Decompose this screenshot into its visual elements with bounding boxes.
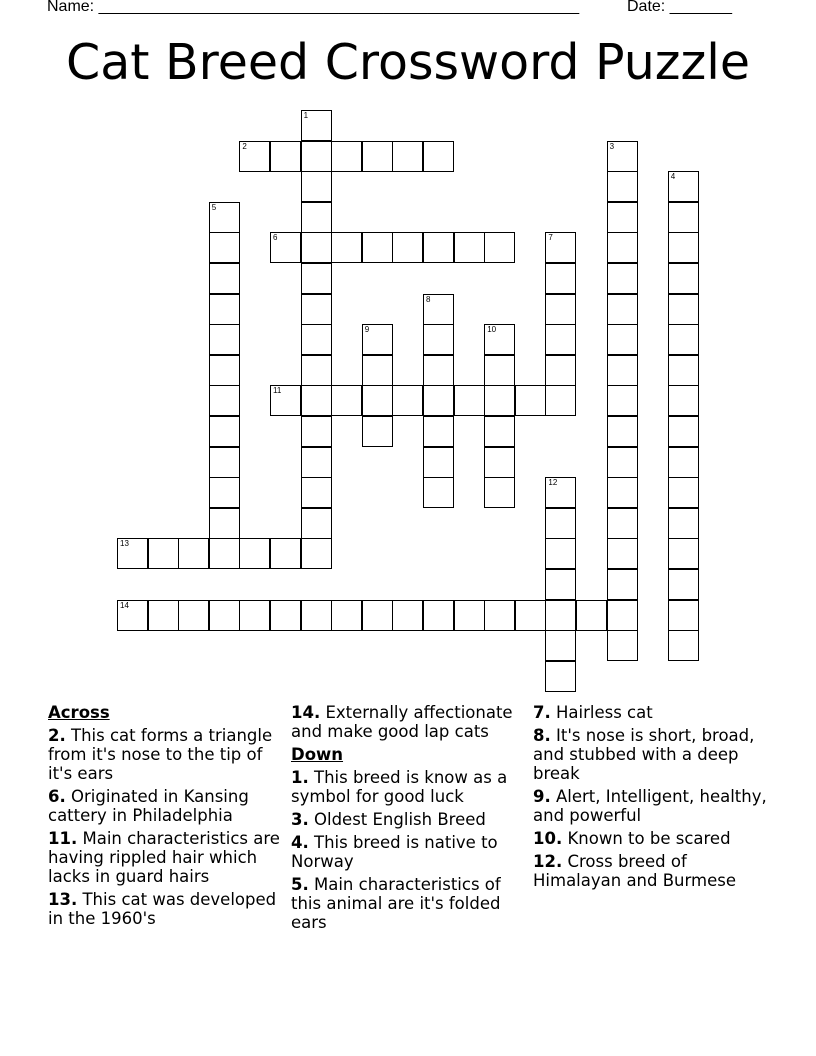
clue-item xyxy=(291,875,526,932)
grid-cell[interactable] xyxy=(392,141,423,172)
grid-cell[interactable] xyxy=(607,171,638,202)
clue-item xyxy=(48,890,283,928)
grid-cell[interactable] xyxy=(454,600,485,631)
grid-cell[interactable] xyxy=(515,600,546,631)
clue-number: 5 xyxy=(211,202,217,212)
grid-cell[interactable] xyxy=(331,141,362,172)
grid-cell[interactable] xyxy=(668,294,699,325)
grid-cell[interactable] xyxy=(209,263,240,294)
across-clue-list xyxy=(48,726,283,928)
grid-cell[interactable] xyxy=(362,385,393,416)
clue-number-label: 14. xyxy=(291,703,321,722)
clue-number-label: 3. xyxy=(291,810,309,829)
grid-cell[interactable] xyxy=(392,385,423,416)
grid-cell[interactable] xyxy=(607,202,638,233)
grid-cell[interactable] xyxy=(209,385,240,416)
clue-item xyxy=(533,703,768,722)
grid-cell[interactable] xyxy=(607,569,638,600)
down-clue-list-continued xyxy=(533,703,768,890)
grid-cell[interactable] xyxy=(668,569,699,600)
clue-item xyxy=(291,810,526,829)
grid-cell[interactable] xyxy=(362,232,393,263)
clue-number-label: 5. xyxy=(291,875,309,894)
grid-cell[interactable] xyxy=(668,416,699,447)
grid-cell[interactable] xyxy=(209,294,240,325)
grid-cell[interactable] xyxy=(668,171,699,202)
grid-cell[interactable] xyxy=(301,538,332,569)
grid-cell[interactable] xyxy=(301,171,332,202)
grid-cell[interactable] xyxy=(209,538,240,569)
grid-cell[interactable] xyxy=(607,600,638,631)
grid-cell[interactable] xyxy=(148,538,179,569)
grid-cell[interactable] xyxy=(607,294,638,325)
grid-cell[interactable] xyxy=(209,202,240,233)
grid-cell[interactable] xyxy=(178,538,209,569)
grid-cell[interactable] xyxy=(545,294,576,325)
grid-cell[interactable] xyxy=(484,324,515,355)
grid-cell[interactable] xyxy=(209,324,240,355)
grid-cell[interactable] xyxy=(270,141,301,172)
grid-cell[interactable] xyxy=(117,538,148,569)
grid-cell[interactable] xyxy=(362,324,393,355)
grid-cell[interactable] xyxy=(301,447,332,478)
grid-cell[interactable] xyxy=(484,232,515,263)
grid-cell[interactable] xyxy=(545,600,576,631)
grid-cell[interactable] xyxy=(515,385,546,416)
grid-cell[interactable] xyxy=(423,385,454,416)
grid-cell[interactable] xyxy=(668,538,699,569)
grid-cell[interactable] xyxy=(392,232,423,263)
grid-cell[interactable] xyxy=(270,385,301,416)
clue-item xyxy=(48,829,283,886)
grid-cell[interactable] xyxy=(545,477,576,508)
across-clue-list-continued xyxy=(291,703,526,741)
grid-cell[interactable] xyxy=(362,141,393,172)
grid-cell[interactable] xyxy=(668,447,699,478)
grid-cell[interactable] xyxy=(117,600,148,631)
clue-text: It's nose is short, broad, and stubbed with a deep break xyxy=(533,726,755,783)
grid-cell[interactable] xyxy=(545,538,576,569)
grid-cell[interactable] xyxy=(607,416,638,447)
grid-cell[interactable] xyxy=(239,141,270,172)
grid-cell[interactable] xyxy=(331,232,362,263)
down-heading: Down xyxy=(291,745,344,764)
grid-cell[interactable] xyxy=(454,232,485,263)
grid-cell[interactable] xyxy=(331,600,362,631)
grid-cell[interactable] xyxy=(668,324,699,355)
clue-number: 13 xyxy=(120,539,129,549)
grid-cell[interactable] xyxy=(484,355,515,386)
clue-text: Cross breed of Himalayan and Burmese xyxy=(533,852,736,890)
grid-cell[interactable] xyxy=(209,232,240,263)
grid-cell[interactable] xyxy=(484,600,515,631)
grid-cell[interactable] xyxy=(668,508,699,539)
grid-cell[interactable] xyxy=(178,600,209,631)
grid-cell[interactable] xyxy=(668,355,699,386)
grid-cell[interactable] xyxy=(423,447,454,478)
across-heading: Across xyxy=(48,703,110,722)
grid-cell[interactable] xyxy=(545,508,576,539)
clues-column-2 xyxy=(291,703,526,936)
grid-cell[interactable] xyxy=(607,630,638,661)
clue-text: Main characteristics of this animal are it's folded ears xyxy=(291,875,501,932)
clue-number: 12 xyxy=(548,478,558,488)
grid-cell[interactable] xyxy=(423,141,454,172)
grid-cell[interactable] xyxy=(301,324,332,355)
grid-cell[interactable] xyxy=(270,538,301,569)
clue-number: 8 xyxy=(426,294,431,304)
clue-number-label: 8. xyxy=(533,726,551,745)
grid-cell[interactable] xyxy=(301,416,332,447)
clue-item xyxy=(48,787,283,825)
clue-text: Main characteristics are having rippled hair which lacks in guard hairs xyxy=(48,829,280,886)
clue-item xyxy=(533,787,768,825)
grid-cell[interactable] xyxy=(301,202,332,233)
grid-cell[interactable] xyxy=(576,600,607,631)
grid-cell[interactable] xyxy=(331,385,362,416)
grid-cell[interactable] xyxy=(209,600,240,631)
grid-cell[interactable] xyxy=(545,630,576,661)
clue-item xyxy=(533,726,768,783)
grid-cell[interactable] xyxy=(301,477,332,508)
grid-cell[interactable] xyxy=(270,600,301,631)
grid-cell[interactable] xyxy=(545,232,576,263)
grid-cell[interactable] xyxy=(301,263,332,294)
grid-cell[interactable] xyxy=(239,600,270,631)
grid-cell[interactable] xyxy=(209,477,240,508)
page-title: Cat Breed Crossword Puzzle xyxy=(66,34,750,91)
grid-cell[interactable] xyxy=(668,385,699,416)
clue-number: 4 xyxy=(670,172,676,182)
grid-cell[interactable] xyxy=(607,538,638,569)
clues-column-3 xyxy=(533,703,768,894)
clue-number: 7 xyxy=(548,233,553,243)
grid-cell[interactable] xyxy=(668,630,699,661)
grid-cell[interactable] xyxy=(423,294,454,325)
grid-cell[interactable] xyxy=(484,416,515,447)
grid-cell[interactable] xyxy=(545,324,576,355)
clue-item xyxy=(533,852,768,890)
grid-cell[interactable] xyxy=(607,263,638,294)
grid-cell[interactable] xyxy=(239,538,270,569)
grid-cell[interactable] xyxy=(301,600,332,631)
clue-text: This cat was developed in the 1960's xyxy=(48,890,277,928)
grid-cell[interactable] xyxy=(607,385,638,416)
clue-number-label: 11. xyxy=(48,829,78,848)
grid-cell[interactable] xyxy=(454,385,485,416)
grid-cell[interactable] xyxy=(301,508,332,539)
grid-cell[interactable] xyxy=(484,477,515,508)
grid-cell[interactable] xyxy=(423,416,454,447)
clues-column-1 xyxy=(48,703,283,932)
clue-number: 11 xyxy=(273,386,282,396)
grid-cell[interactable] xyxy=(423,324,454,355)
clue-number-label: 2. xyxy=(48,726,66,745)
grid-cell[interactable] xyxy=(423,600,454,631)
clue-number-label: 7. xyxy=(533,703,551,722)
grid-cell[interactable] xyxy=(301,355,332,386)
clue-number-label: 10. xyxy=(533,829,563,848)
grid-cell[interactable] xyxy=(209,447,240,478)
grid-cell[interactable] xyxy=(668,202,699,233)
grid-cell[interactable] xyxy=(301,141,332,172)
grid-cell[interactable] xyxy=(484,447,515,478)
clue-number: 10 xyxy=(487,325,497,335)
grid-cell[interactable] xyxy=(362,416,393,447)
grid-cell[interactable] xyxy=(607,324,638,355)
clue-item xyxy=(291,703,526,741)
grid-cell[interactable] xyxy=(392,600,423,631)
clue-text: This breed is native to Norway xyxy=(291,833,498,871)
clue-number: 14 xyxy=(120,600,129,610)
grid-cell[interactable] xyxy=(545,661,576,692)
grid-cell[interactable] xyxy=(423,355,454,386)
grid-cell[interactable] xyxy=(545,355,576,386)
grid-cell[interactable] xyxy=(668,263,699,294)
grid-cell[interactable] xyxy=(209,355,240,386)
clue-number: 2 xyxy=(242,141,247,151)
grid-cell[interactable] xyxy=(423,232,454,263)
grid-cell[interactable] xyxy=(301,385,332,416)
grid-cell[interactable] xyxy=(607,477,638,508)
grid-cell[interactable] xyxy=(545,569,576,600)
grid-cell[interactable] xyxy=(301,110,332,141)
clue-number: 1 xyxy=(303,111,309,120)
grid-cell[interactable] xyxy=(607,355,638,386)
clue-item xyxy=(48,726,283,783)
clue-text: This breed is know as a symbol for good luck xyxy=(291,768,508,806)
grid-cell[interactable] xyxy=(423,477,454,508)
grid-cell[interactable] xyxy=(668,477,699,508)
clue-number-label: 9. xyxy=(533,787,551,806)
clue-item xyxy=(291,833,526,871)
grid-cell[interactable] xyxy=(209,508,240,539)
name-field-label: Name: ______________________________________________________ xyxy=(47,0,580,15)
grid-cell[interactable] xyxy=(607,447,638,478)
clue-number-label: 6. xyxy=(48,787,66,806)
grid-cell[interactable] xyxy=(668,600,699,631)
grid-cell[interactable] xyxy=(668,232,699,263)
grid-cell[interactable] xyxy=(607,232,638,263)
grid-cell[interactable] xyxy=(607,141,638,172)
grid-cell[interactable] xyxy=(270,232,301,263)
grid-cell[interactable] xyxy=(545,263,576,294)
clue-text: Oldest English Breed xyxy=(308,810,486,829)
grid-cell[interactable] xyxy=(607,508,638,539)
clue-text: Known to be scared xyxy=(562,829,731,848)
clue-number: 6 xyxy=(273,233,278,243)
grid-cell[interactable] xyxy=(209,416,240,447)
grid-cell[interactable] xyxy=(148,600,179,631)
clue-item xyxy=(291,768,526,806)
clue-text: Originated in Kansing cattery in Philadelphia xyxy=(48,787,249,825)
clue-text: Alert, Intelligent, healthy, and powerful xyxy=(533,787,767,825)
clue-number-label: 4. xyxy=(291,833,309,852)
clue-number-label: 13. xyxy=(48,890,78,909)
grid-cell[interactable] xyxy=(362,600,393,631)
clue-number: 9 xyxy=(364,325,370,335)
clue-number-label: 1. xyxy=(291,768,309,787)
clue-text: This cat forms a triangle from it's nose to the tip of it's ears xyxy=(48,726,273,783)
down-clue-list xyxy=(291,768,526,932)
clue-item xyxy=(533,829,768,848)
date-field-label: Date: _______ xyxy=(627,0,732,15)
grid-cell[interactable] xyxy=(301,294,332,325)
clue-text: Hairless cat xyxy=(550,703,653,722)
grid-cell[interactable] xyxy=(484,385,515,416)
clue-text: Externally affectionate and make good lap cats xyxy=(291,703,513,741)
clue-number: 3 xyxy=(609,141,615,151)
clue-number-label: 12. xyxy=(533,852,563,871)
grid-cell[interactable] xyxy=(362,355,393,386)
grid-cell[interactable] xyxy=(545,385,576,416)
grid-cell[interactable] xyxy=(301,232,332,263)
